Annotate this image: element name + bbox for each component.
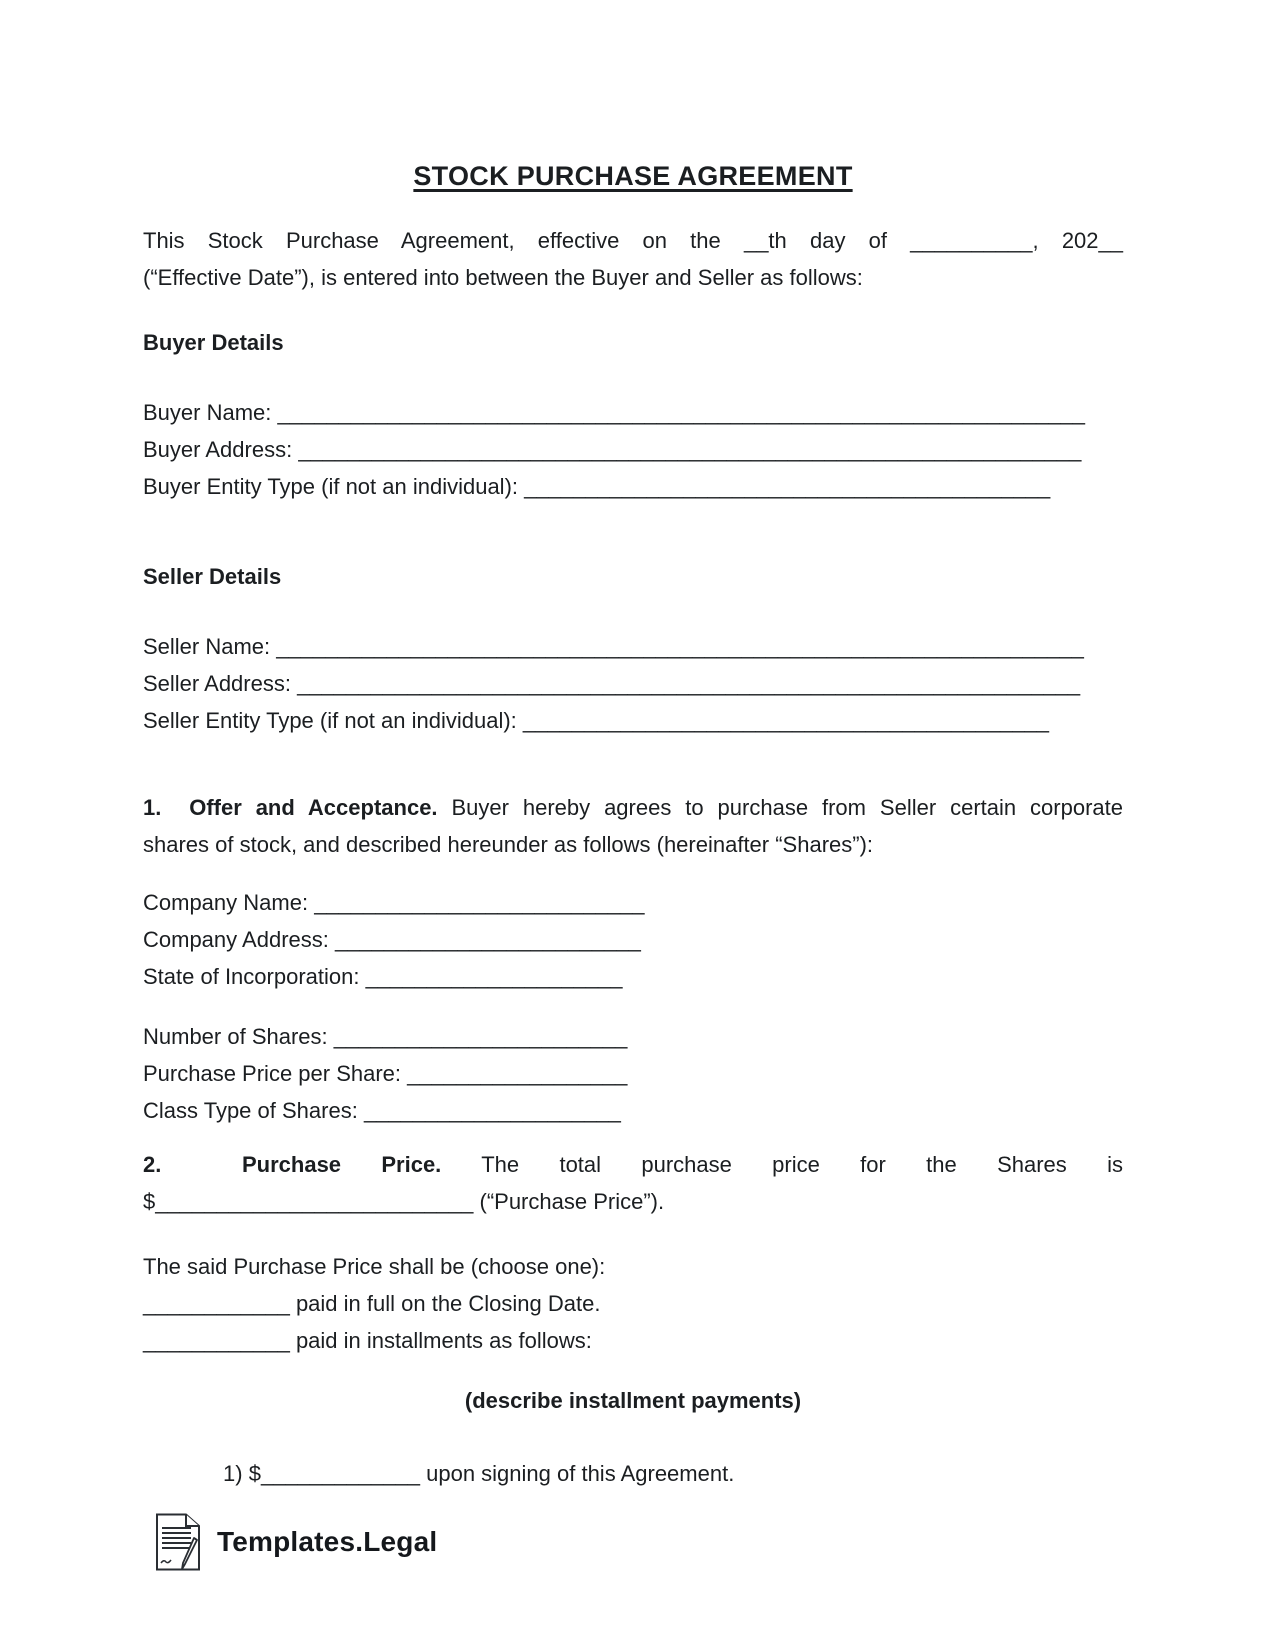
field-label: Seller Address: — [143, 671, 298, 696]
field-line-seller-name — [143, 628, 1123, 665]
option-blank: ____________ — [143, 1328, 290, 1353]
field-line-class-type-of-shares — [143, 1092, 1123, 1129]
field-label: Seller Entity Type (if not an individual): — [143, 708, 523, 733]
field-label: Buyer Entity Type (if not an individual): — [143, 474, 525, 499]
document-pen-icon — [155, 1513, 201, 1571]
brand-footer — [155, 1513, 437, 1571]
intro-line-1: This Stock Purchase Agreement, effective on the __th day of __________, 202__ — [143, 228, 1123, 253]
payment-option-installments — [143, 1322, 1123, 1359]
field-line-company-name — [143, 884, 1123, 921]
field-blank: _________________________ — [334, 927, 641, 952]
field-blank: ___________________________________________ — [522, 708, 1050, 733]
currency-symbol: $ — [248, 1461, 261, 1486]
section-1-line-2: shares of stock, and described hereunder as follows (hereinafter “Shares”): — [143, 832, 874, 857]
section-1-offer-and-acceptance — [143, 789, 1123, 863]
share-fields — [143, 1018, 1123, 1129]
payment-choice-intro: The said Purchase Price shall be (choose one): — [143, 1254, 606, 1279]
field-blank: _____________________ — [365, 964, 623, 989]
field-blank: __________________________________________________________________ — [276, 634, 1084, 659]
installment-text: upon signing of this Agreement. — [420, 1461, 735, 1486]
price-suffix: (“Purchase Price”). — [473, 1189, 665, 1214]
installments-heading: (describe installment payments) — [464, 1388, 802, 1413]
section-2-line-1 — [143, 1146, 1123, 1183]
field-blank: ________________________________________________________________ — [297, 671, 1081, 696]
field-line-buyer-entity-type — [143, 468, 1123, 505]
field-label: Purchase Price per Share: — [143, 1061, 408, 1086]
field-line-buyer-name — [143, 394, 1123, 431]
seller-details-heading — [143, 558, 1123, 595]
field-blank: ________________________ — [333, 1024, 628, 1049]
field-line-number-of-shares — [143, 1018, 1123, 1055]
section-2-purchase-price — [143, 1146, 1123, 1220]
section-number-heading: 1. Offer and Acceptance. — [143, 795, 438, 820]
field-label: Company Name: — [143, 890, 315, 915]
field-label: Buyer Address: — [143, 437, 299, 462]
amount-blank: _____________ — [260, 1461, 420, 1486]
buyer-fields — [143, 394, 1123, 505]
document-title: STOCK PURCHASE AGREEMENT — [413, 161, 853, 191]
field-line-purchase-price-per-share — [143, 1055, 1123, 1092]
company-fields — [143, 884, 1123, 995]
field-label: State of Incorporation: — [143, 964, 366, 989]
field-label: Company Address: — [143, 927, 335, 952]
field-blank: ________________________________________________________________ — [298, 437, 1082, 462]
payment-option-full — [143, 1285, 1123, 1322]
currency-symbol: $ — [143, 1189, 156, 1214]
field-blank: ___________________________________________ — [524, 474, 1051, 499]
option-text: paid in full on the Closing Date. — [289, 1291, 601, 1316]
section-body-text: The total purchase price for the Shares is — [441, 1152, 1123, 1177]
seller-fields — [143, 628, 1123, 739]
field-blank: __________________ — [407, 1061, 628, 1086]
section-body-text: Buyer hereby agrees to purchase from Seller certain corporate — [437, 795, 1123, 820]
payment-choice-block — [143, 1248, 1123, 1359]
field-line-buyer-address — [143, 431, 1123, 468]
section-2-price-line — [143, 1183, 1123, 1220]
field-line-seller-address — [143, 665, 1123, 702]
section-heading: Seller Details — [143, 564, 282, 589]
field-label: Buyer Name: — [143, 400, 278, 425]
price-blank: __________________________ — [155, 1189, 474, 1214]
field-label: Number of Shares: — [143, 1024, 334, 1049]
field-line-seller-entity-type — [143, 702, 1123, 739]
option-text: paid in installments as follows: — [289, 1328, 592, 1353]
brand-name: Templates.Legal — [217, 1526, 438, 1557]
field-label: Seller Name: — [143, 634, 277, 659]
field-line-company-address — [143, 921, 1123, 958]
field-line-state-of-incorporation — [143, 958, 1123, 995]
intro-paragraph — [143, 222, 1123, 296]
field-blank: _____________________ — [363, 1098, 621, 1123]
installment-line — [223, 1455, 1123, 1492]
option-blank: ____________ — [143, 1291, 290, 1316]
section-heading: Buyer Details — [143, 330, 284, 355]
title-block — [143, 158, 1123, 194]
section-number-heading: 2. Purchase Price. — [143, 1152, 442, 1177]
field-label: Class Type of Shares: — [143, 1098, 364, 1123]
section-1-line-1 — [143, 789, 1123, 826]
field-blank: ___________________________ — [314, 890, 645, 915]
field-blank: __________________________________________________________________ — [277, 400, 1086, 425]
intro-line-2: (“Effective Date”), is entered into between the Buyer and Seller as follows: — [143, 265, 863, 290]
buyer-details-heading — [143, 324, 1123, 361]
list-marker: 1) — [223, 1461, 249, 1486]
installment-item-1 — [143, 1455, 1123, 1492]
